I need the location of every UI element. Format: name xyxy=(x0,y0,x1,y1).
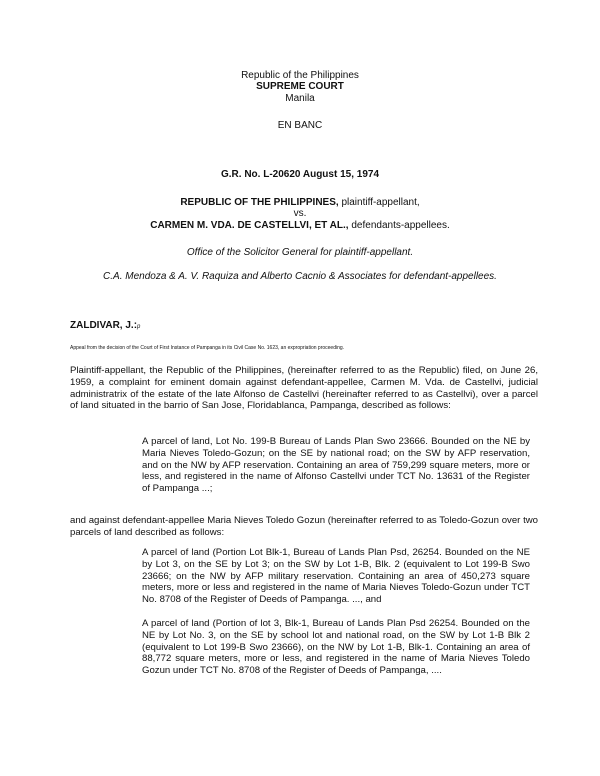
party-plaintiff xyxy=(0,197,600,208)
ponente-mark: p xyxy=(137,324,141,330)
case-summary: Appeal from the decision of the Court of First Instance of Pampanga in its Civil Case No. 1623, an expropriation proceeding. xyxy=(70,345,345,351)
paragraph-toledo-gozun: and against defendant-appellee Maria Nieves Toledo Gozun (hereinafter referred to as Toledo-Gozun over two parcels of land described as follows: xyxy=(70,515,538,538)
header-city: Manila xyxy=(285,93,315,104)
plaintiff-name: REPUBLIC OF THE PHILIPPINES, xyxy=(180,197,339,208)
paragraph-main: Plaintiff-appellant, the Republic of the Philippines, (hereinafter referred to as the Republic) filed, on June 26, 1959, a complaint for eminent domain against defendant-appellee, Carmen M. Vda. de Castellvi, judicial administratrix of the estate of the late Alfonso de Castellvi (hereinafter referred to as Castellvi), over a parcel of land situated in the barrio of San Jose, Floridablanca, Pampanga, described as follows: xyxy=(70,365,538,412)
header-division: EN BANC xyxy=(277,120,323,131)
defendant-name: CARMEN M. VDA. DE CASTELLVI, ET AL., xyxy=(150,220,349,231)
ponente-name: ZALDIVAR, J.: xyxy=(70,320,138,331)
header-republic: Republic of the Philippines xyxy=(241,70,359,81)
quote-lot-199b: A parcel of land, Lot No. 199-B Bureau of Lands Plan Swo 23666. Bounded on the NE by Maria Nieves Toledo-Gozun; on the SE by national road; on the SW by AFP reservation, and on the NW by AFP reservation. Containing an area of 759,299 square meters, more or less, and registered in the name of Alfonso Castellvi under TCT No. 13631 of the Register of Pampanga ...; xyxy=(142,436,530,495)
counsel-defendant: C.A. Mendoza & A. V. Raquiza and Alberto Cacnio & Associates for defendant-appellees. xyxy=(103,271,497,282)
quote-lot-3: A parcel of land (Portion of lot 3, Blk-1, Bureau of Lands Plan Psd 26254. Bounded on the NE by Lot No. 3, on the SE by school lot and national road, on the SW by Lot 1-B Blk 2 (equivalent to Lot 199-B Swo 23666), on the NW by Lot 1-B, Blk-1. Containing an area of 88,772 square meters, more or less, and registered in the name of Maria Nieves Toledo Gozun under TCT No. 8708 of the Register of Deeds of Pampanga, .... xyxy=(142,618,530,677)
header-court: SUPREME COURT xyxy=(256,81,344,92)
ponente xyxy=(70,320,140,331)
plaintiff-role: plaintiff-appellant, xyxy=(338,197,420,208)
case-number: G.R. No. L-20620 August 15, 1974 xyxy=(220,169,380,180)
versus: vs. xyxy=(293,208,307,219)
quote-lot-blk1: A parcel of land (Portion Lot Blk-1, Bureau of Lands Plan Psd, 26254. Bounded on the NE by Lot 3, on the SE by Lot 3; on the SW by Lot 1-B, Blk. 2 (equivalent to Lot 199-B Swo 23666; on the NW by AFP military reservation. Containing an area of 450,273 square meters, more or less and registered in the name of Maria Nieves Toledo-Gozun under TCT No. 8708 of the Register of Deeds of Pampanga. ..., and xyxy=(142,547,530,606)
party-defendant xyxy=(0,220,600,231)
defendant-role: defendants-appellees. xyxy=(348,220,450,231)
counsel-plaintiff: Office of the Solicitor General for plaintiff-appellant. xyxy=(186,247,414,258)
